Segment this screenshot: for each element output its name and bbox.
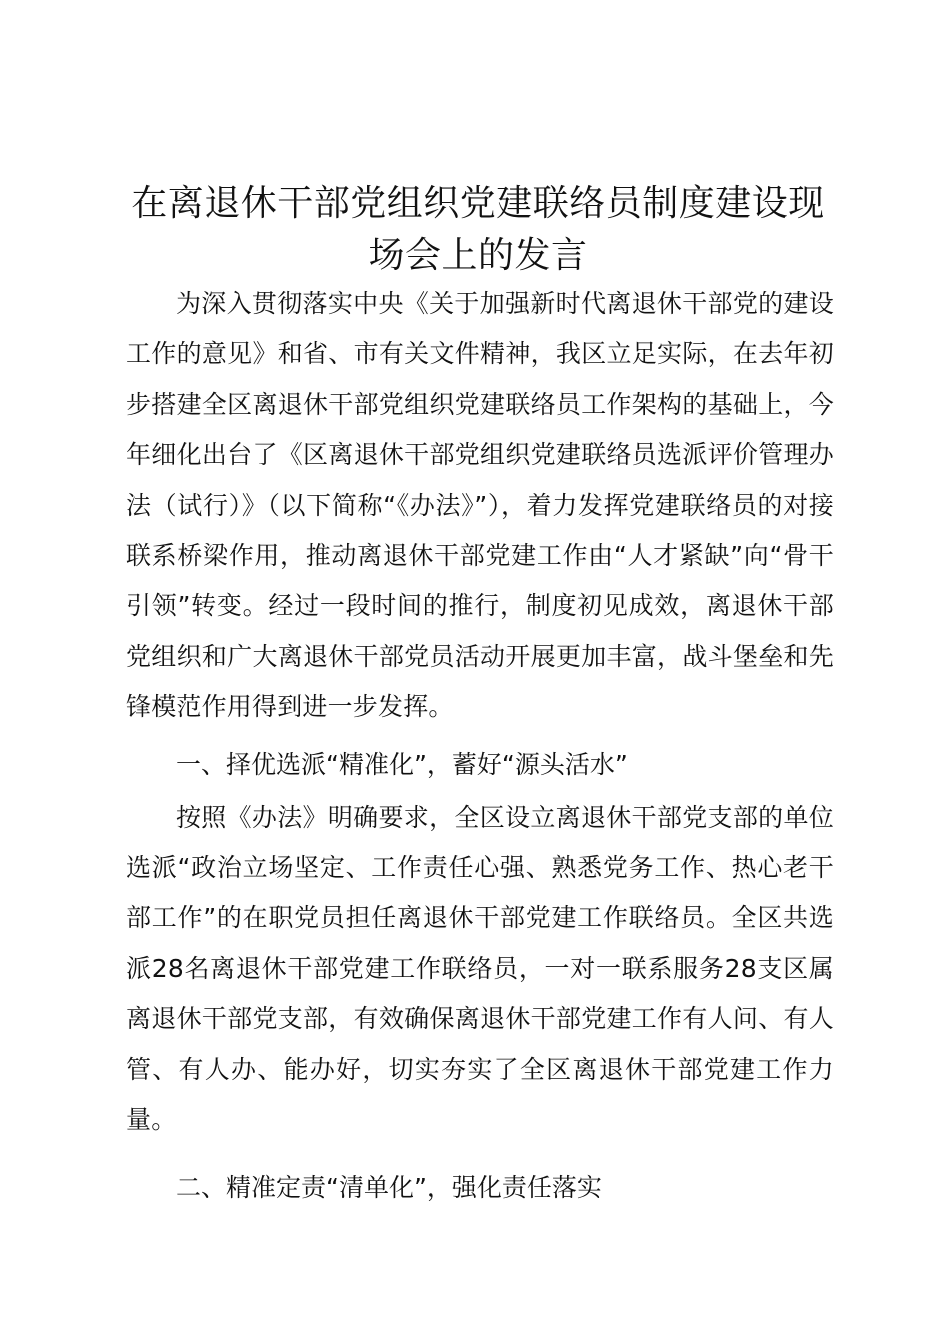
document-body	[126, 279, 834, 1216]
paragraph-section-1: 按照《办法》明确要求，全区设立离退休干部党支部的单位选派“政治立场坚定、工作责任心强、熟悉党务工作、热心老干部工作”的在职党员担任离退休干部党建工作联络员。全区共选派28名离退休干部党建工作联络员，一对一联系服务28支区属离退休干部党支部，有效确保离退休干部党建工作有人问、有人管、有人办、能办好，切实夯实了全区离退休干部党建工作力量。	[126, 802, 834, 1135]
paragraph-intro: 为深入贯彻落实中央《关于加强新时代离退休干部党的建设工作的意见》和省、市有关文件精神，我区立足实际，在去年初步搭建全区离退休干部党组织党建联络员工作架构的基础上，今年细化出台了《区离退休干部党组织党建联络员选派评价管理办法（试行）》（以下简称“《办法》”），着力发挥党建联络员的对接联系桥梁作用，推动离退休干部党建工作由“人才紧缺”向“骨干引领”转变。经过一段时间的推行，制度初见成效，离退休干部党组织和广大离退休干部党员活动开展更加丰富，战斗堡垒和先锋模范作用得到进一步发挥。	[126, 289, 834, 722]
section-heading-1: 一、择优选派“精准化”，蓄好“源头活水”	[176, 749, 628, 779]
document-title: 在离退休干部党组织党建联络员制度建设现场会上的发言	[131, 183, 825, 276]
section-heading-2: 二、精准定责“清单化”，强化责任落实	[176, 1172, 602, 1202]
